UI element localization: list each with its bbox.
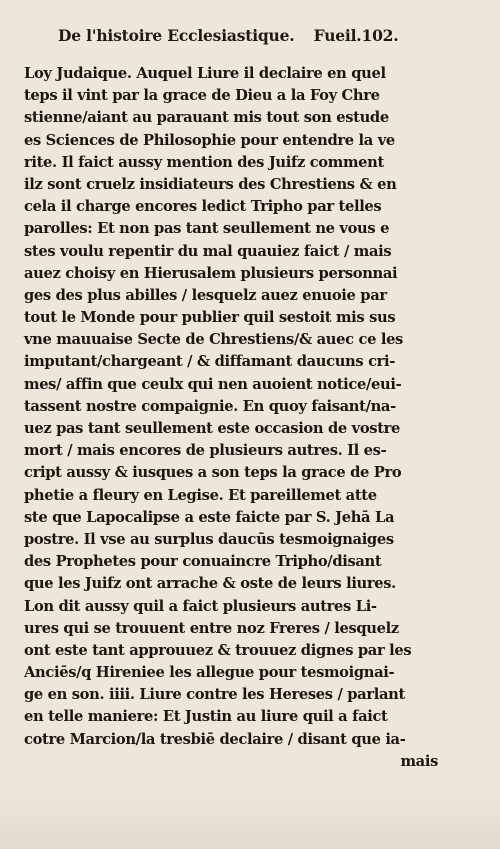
text-line: en telle maniere: Et Justin au liure quil a faict [24,708,388,726]
text-line: phetie a fleury en Legise. Et pareillemet atte [24,486,377,504]
text-line: ste que Lapocalipse a este faicte par S. Jehā La [24,508,395,526]
page-header [58,26,438,45]
text-line: uez pas tant seullement este occasion de vostre [24,420,401,437]
text-line: cript aussy & iusques a son teps la grace de Pro [24,464,402,482]
text-line: que les Juifz ont arrache & oste de leurs liures. [24,575,396,593]
text-line: ges des plus abilles / lesquelz auez enuoie par [24,286,387,304]
text-line: Loy Judaique. Auquel Liure il declaire en quel [24,65,386,82]
text-line: ont este tant approuuez & trouuez dignes par les [24,641,412,659]
text-line: auez choisy en Hierusalem plusieurs personnai [24,264,398,282]
text-line: ge en son. iiii. Liure contre les Hereses / parlant [24,686,405,704]
text-line: cela il charge encores ledict Tripho par telles [24,198,382,216]
text-line: cotre Marcion/la tresbiē declaire / disant que ia- [24,730,406,748]
text-line: Lon dit aussy quil a faict plusieurs autres Li- [24,597,377,615]
text-line: es Sciences de Philosophie pour entendre la ve [24,131,395,149]
text-line: ures qui se trouuent entre noz Freres / lesquelz [24,619,399,637]
text-line: teps il vint par la grace de Dieu a la Foy Chre [24,87,380,105]
text-line: mais [400,752,438,770]
running-title: De l'histoire Ecclesiastique. [58,26,295,45]
page-edge-shadow [0,789,500,849]
text-line: postre. Il vse au surplus daucūs tesmoignaiges [24,530,394,548]
text-line: tout le Monde pour publier quil sestoit mis sus [24,309,396,327]
text-line: imputant/chargeant / & diffamant daucuns cri- [24,353,396,371]
text-line: mes/ affin que ceulx qui nen auoient notice/eui- [24,375,402,393]
text-line: rite. Il faict aussy mention des Juifz comment [24,153,384,171]
text-line: tassent nostre compaignie. En quoy faisant/na- [24,397,396,415]
folio-number: Fueil.102. [313,26,399,45]
text-line: stes voulu repentir du mal quauiez faict / mais [24,242,392,260]
text-line: ilz sont cruelz insidiateurs des Chrestiens & en [24,175,397,193]
text-line: Anciēs/q Hireniee les allegue pour tesmoignai- [24,664,395,682]
text-line: stienne/aiant au parauant mis tout son estude [24,109,389,127]
text-line: des Prophetes pour conuaincre Tripho/disant [24,553,382,571]
text-line: parolles: Et non pas tant seullement ne vous e [24,220,390,238]
text-line: vne mauuaise Secte de Chrestiens/& auec ce les [24,331,403,349]
text-line: mort / mais encores de plusieurs autres. Il es- [24,442,387,460]
body-text [24,63,444,773]
